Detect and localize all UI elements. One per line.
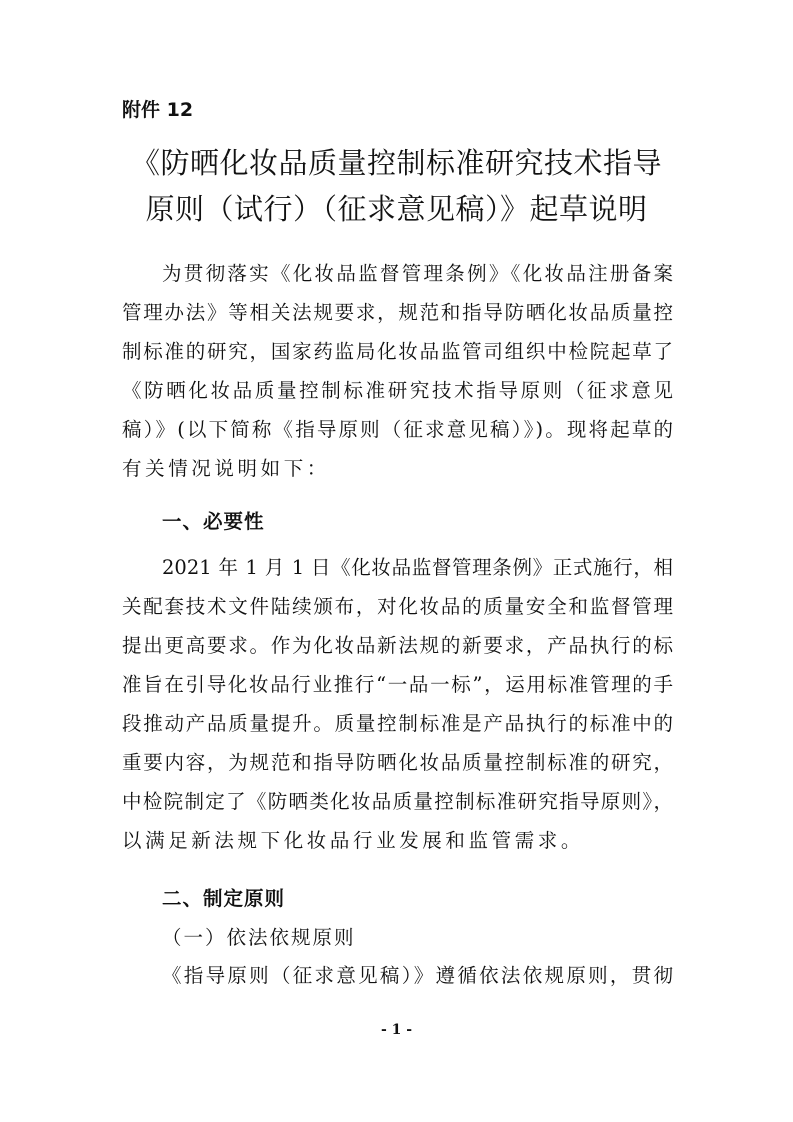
paragraph-line: 段推动产品质量提升。质量控制标准是产品执行的标准中的 (122, 712, 673, 735)
document-title (100, 140, 693, 232)
paragraph-line: 《防晒化妆品质量控制标准研究技术指导原则（征求意见 (122, 379, 673, 402)
title-line-1: 《防晒化妆品质量控制标准研究技术指导 (130, 146, 662, 180)
paragraph-line: 关配套技术文件陆续颁布，对化妆品的质量安全和监督管理 (122, 595, 673, 618)
paragraph-line: 提出更高要求。作为化妆品新法规的新要求，产品执行的标 (122, 634, 673, 657)
paragraph-line: 中检院制定了《防晒类化妆品质量控制标准研究指导原则》， (122, 790, 673, 813)
attachment-label: 附件 12 (122, 99, 194, 121)
paragraph-line: 以满足新法规下化妆品行业发展和监管需求。 (122, 829, 585, 852)
paragraph-line: 制标准的研究，国家药监局化妆品监管司组织中检院起草了 (122, 340, 673, 363)
section-heading-principles: 二、制定原则 (162, 887, 286, 910)
paragraph-line: 2021 年 1 月 1 日《化妆品监督管理条例》正式施行，相 (162, 556, 673, 579)
title-line-2: 原则（试行）（征求意见稿）》起草说明 (145, 192, 648, 226)
paragraph-line: 有关情况说明如下： (122, 457, 330, 480)
paragraph-line: 为贯彻落实《化妆品监督管理条例》《化妆品注册备案 (162, 262, 673, 285)
paragraph-line: 稿）》(以下简称《指导原则（征求意见稿）》)。现将起草的 (122, 418, 673, 441)
paragraph-line: 重要内容，为规范和指导防晒化妆品质量控制标准的研究， (122, 751, 673, 774)
paragraph-line: 准旨在引导化妆品行业推行“一品一标”，运用标准管理的手 (122, 673, 673, 696)
section-heading-necessity: 一、必要性 (162, 510, 265, 533)
subsection-heading-legal-compliance: （一）依法依规原则 (162, 926, 356, 949)
paragraph-line: 管理办法》等相关法规要求，规范和指导防晒化妆品质量控 (122, 301, 673, 324)
paragraph-line: 《指导原则（征求意见稿）》遵循依法依规原则，贯彻 (162, 964, 673, 987)
page-number: - 1 - (380, 1022, 413, 1038)
